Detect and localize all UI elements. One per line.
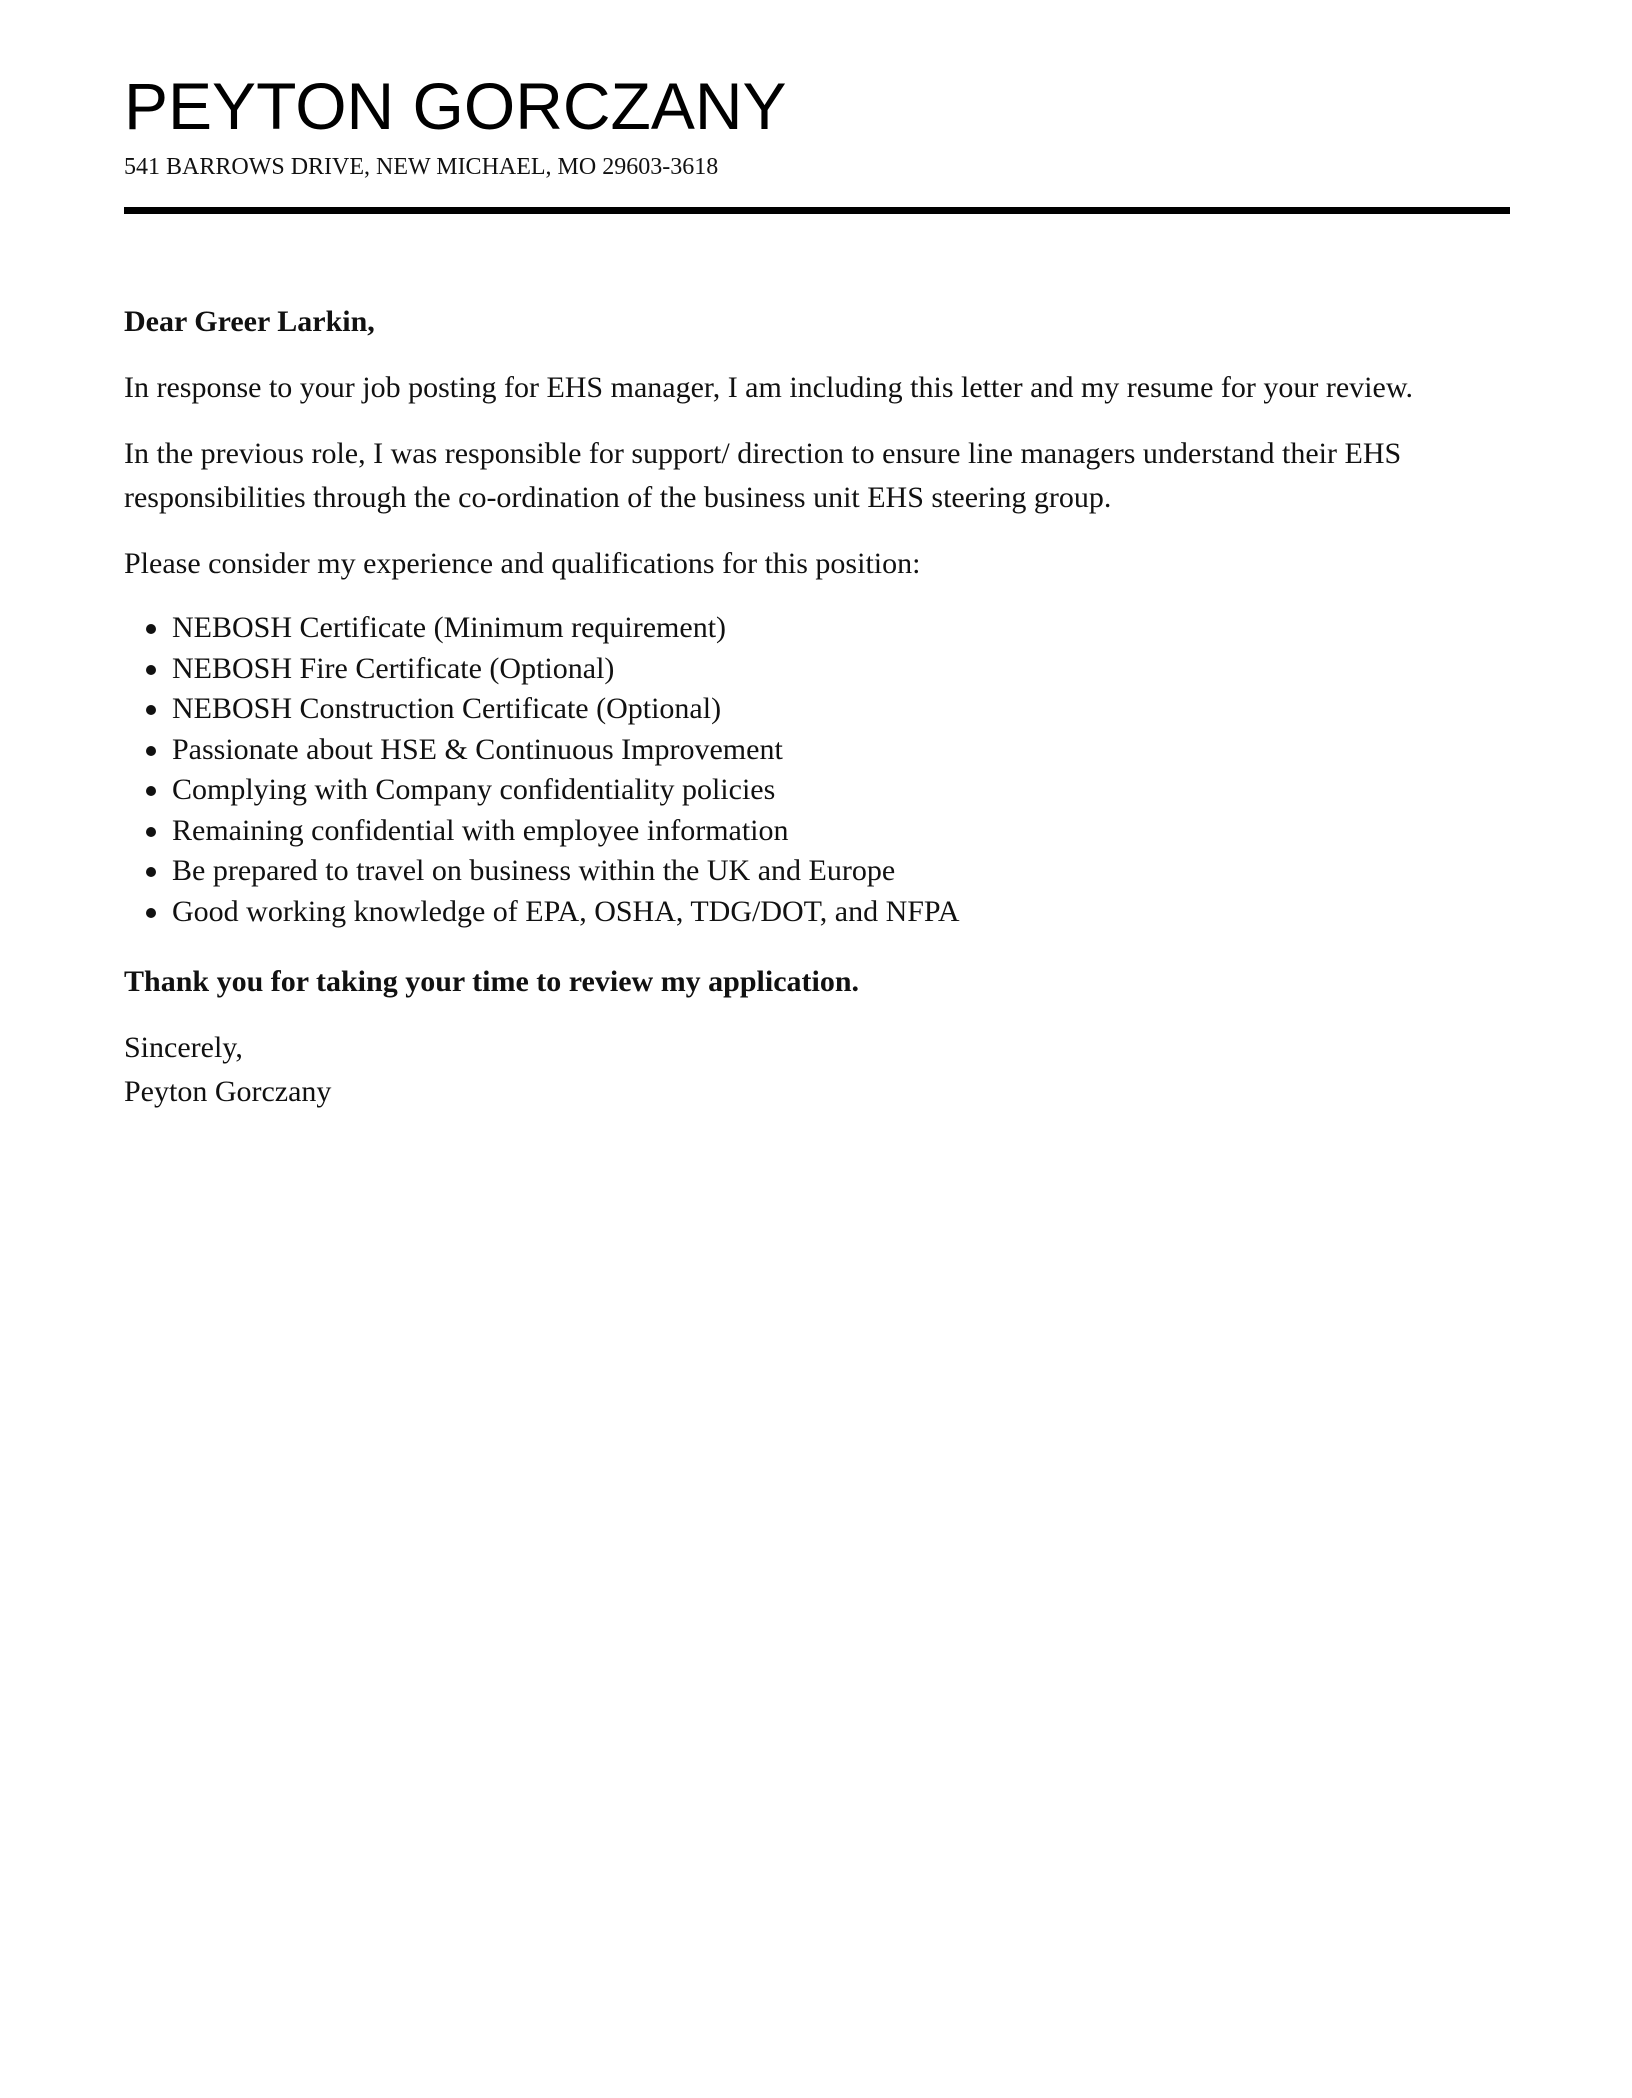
list-item-text: Good working knowledge of EPA, OSHA, TDG/DOT, and NFPA <box>172 894 960 928</box>
list-item <box>172 689 1510 730</box>
bullet-icon <box>146 827 156 837</box>
list-item <box>172 649 1510 690</box>
list-item-text: Complying with Company confidentiality policies <box>172 773 776 806</box>
list-item-text: Be prepared to travel on business within the UK and Europe <box>172 854 896 887</box>
bullet-icon <box>146 908 156 918</box>
list-item-text: NEBOSH Construction Certificate (Optional) <box>172 692 722 725</box>
qualifications-intro: Please consider my experience and qualifications for this position: <box>124 547 921 580</box>
bullet-icon <box>146 746 156 756</box>
applicant-address: 541 BARROWS DRIVE, NEW MICHAEL, MO 29603-3618 <box>124 154 719 180</box>
qualifications-list <box>124 608 1510 932</box>
experience-paragraph: In the previous role, I was responsible for support/ direction to ensure line managers understand their EHS responsibilities through the co-ordination of the business unit EHS steering group. <box>124 437 1402 514</box>
signoff-block <box>124 1026 1510 1114</box>
bullet-icon <box>146 786 156 796</box>
list-item <box>172 608 1510 649</box>
bullet-icon <box>146 705 156 715</box>
bullet-icon <box>146 624 156 634</box>
letter-body <box>124 300 1510 1114</box>
signoff-text: Sincerely, <box>124 1031 243 1064</box>
intro-paragraph: In response to your job posting for EHS manager, I am including this letter and my resume for your review. <box>124 371 1414 404</box>
bullet-icon <box>146 665 156 675</box>
signature-name: Peyton Gorczany <box>124 1075 332 1108</box>
applicant-name: PEYTON GORCZANY <box>124 69 787 143</box>
list-item-text: NEBOSH Fire Certificate (Optional) <box>172 651 615 685</box>
header-divider <box>124 207 1510 214</box>
list-item <box>172 730 1510 771</box>
bullet-icon <box>146 867 156 877</box>
letter-greeting: Dear Greer Larkin, <box>124 305 375 338</box>
list-item-text: Remaining confidential with employee information <box>172 813 789 847</box>
list-item <box>172 811 1510 852</box>
list-item-text: NEBOSH Certificate (Minimum requirement) <box>172 611 727 644</box>
list-item-text: Passionate about HSE & Continuous Improvement <box>172 732 783 766</box>
list-item <box>172 892 1510 933</box>
list-item <box>172 851 1510 892</box>
closing-statement: Thank you for taking your time to review my application. <box>124 965 860 998</box>
list-item <box>172 770 1510 811</box>
